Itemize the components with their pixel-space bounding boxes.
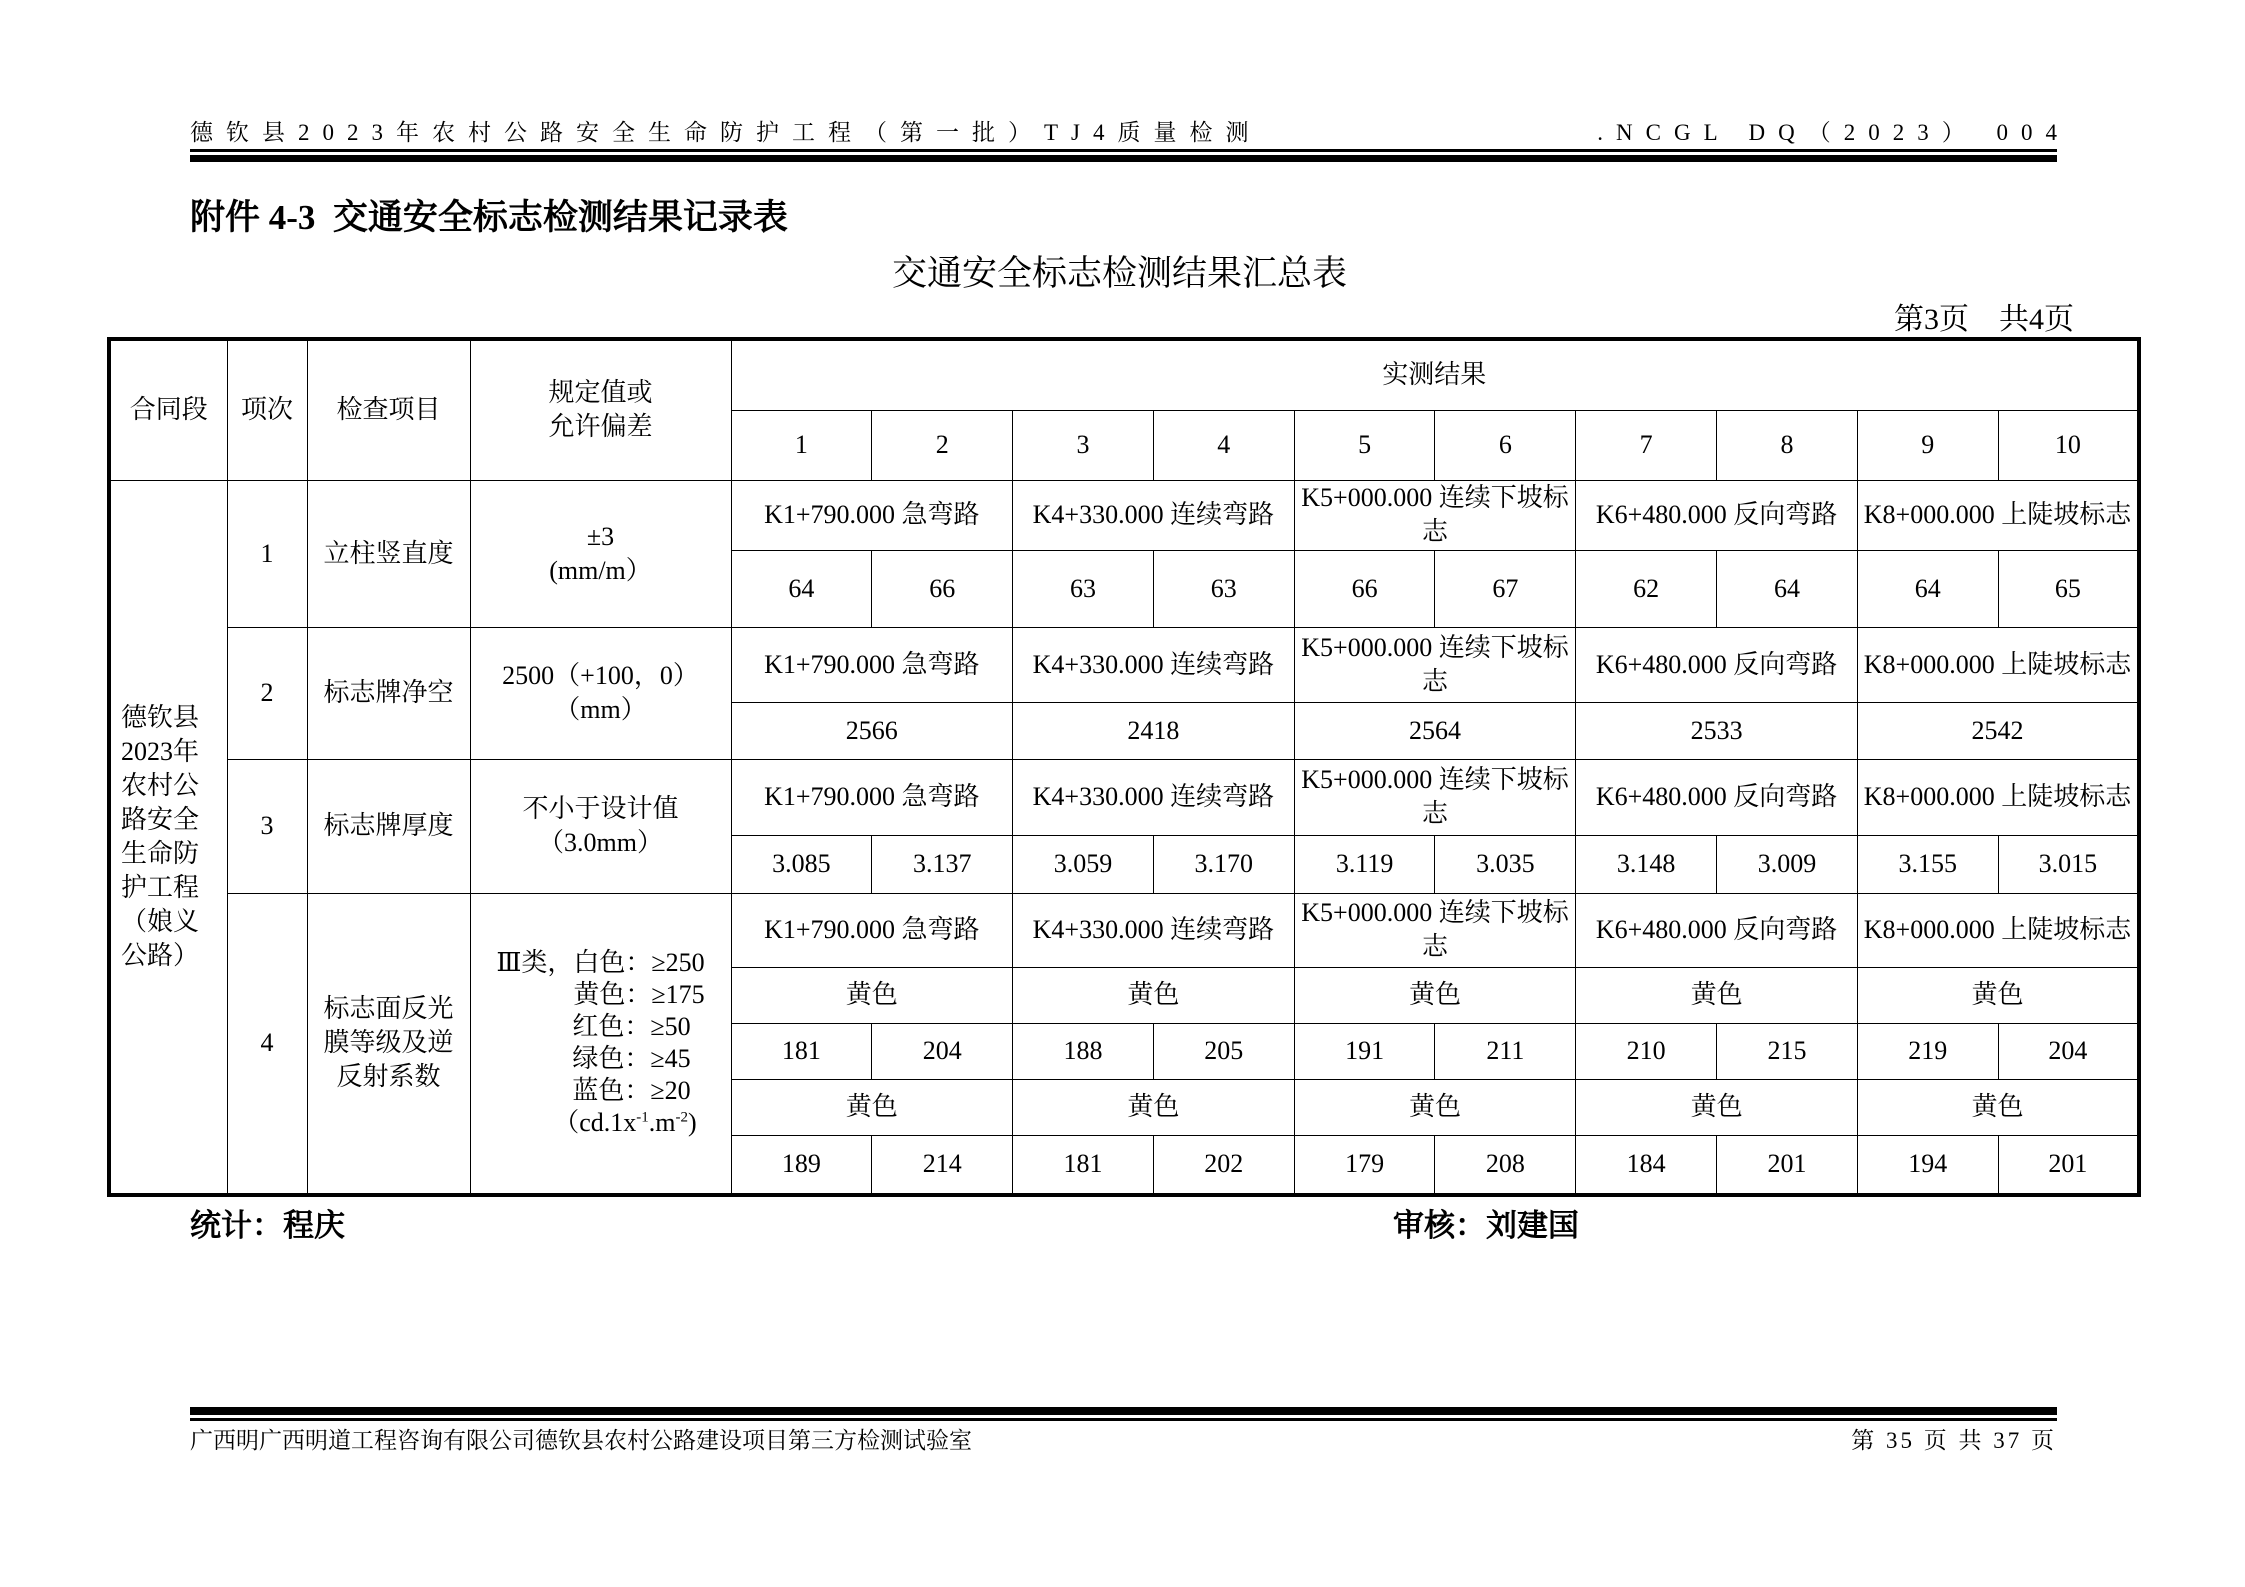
value-cell: 2566 xyxy=(731,702,1013,759)
results-table xyxy=(107,337,2141,1197)
color-label-cell: 黄色 xyxy=(1294,1079,1576,1135)
spec-value xyxy=(470,893,731,1195)
value-cell: 63 xyxy=(1013,550,1154,627)
color-label-cell: 黄色 xyxy=(1294,967,1576,1023)
item-no: 4 xyxy=(227,893,307,1195)
value-cell: 3.059 xyxy=(1013,835,1154,893)
color-label-cell: 黄色 xyxy=(1013,1079,1295,1135)
result-col-header: 8 xyxy=(1717,410,1858,480)
attachment-text: 交通安全标志检测结果记录表 xyxy=(332,198,788,237)
header-rule-thick xyxy=(190,155,2057,162)
result-col-header: 1 xyxy=(731,410,872,480)
value-cell: 208 xyxy=(1435,1135,1576,1195)
contract-section: 德钦县2023年农村公路安全生命防护工程（娘义公路） xyxy=(109,480,227,1195)
location-cell: K4+330.000 连续弯路 xyxy=(1013,759,1295,835)
location-cell: K5+000.000 连续下坡标志 xyxy=(1294,893,1576,967)
result-col-header: 4 xyxy=(1153,410,1294,480)
table-row xyxy=(109,759,2139,835)
statistics-signer: 统计：程庆 xyxy=(190,1208,345,1244)
value-cell: 189 xyxy=(731,1135,872,1195)
value-cell: 184 xyxy=(1576,1135,1717,1195)
spec-unit: （3.0mm） xyxy=(538,828,663,857)
result-col-header: 9 xyxy=(1857,410,1998,480)
spec-unit: （mm） xyxy=(554,695,647,724)
value-cell: 3.035 xyxy=(1435,835,1576,893)
table-row xyxy=(109,627,2139,702)
location-cell: K8+000.000 上陡坡标志 xyxy=(1857,893,2139,967)
check-item: 标志牌厚度 xyxy=(307,759,470,893)
value-cell: 62 xyxy=(1576,550,1717,627)
result-col-header: 7 xyxy=(1576,410,1717,480)
location-cell: K6+480.000 反向弯路 xyxy=(1576,759,1858,835)
check-item: 立柱竖直度 xyxy=(307,480,470,627)
spec-unit: (mm/m） xyxy=(549,555,652,585)
spec-line: 不小于设计值 xyxy=(522,794,679,823)
value-cell: 3.155 xyxy=(1857,835,1998,893)
check-item: 标志面反光膜等级及逆反射系数 xyxy=(307,893,470,1195)
header-report-code: .NCGL DQ（2023） 004 xyxy=(1597,120,2070,145)
location-cell: K8+000.000 上陡坡标志 xyxy=(1857,480,2139,550)
item-no: 3 xyxy=(227,759,307,893)
value-cell: 214 xyxy=(872,1135,1013,1195)
spec-line: ±3 xyxy=(586,521,615,551)
header-item-no: 项次 xyxy=(227,339,307,480)
location-cell: K1+790.000 急弯路 xyxy=(731,480,1013,550)
value-cell: 191 xyxy=(1294,1023,1435,1079)
value-cell: 201 xyxy=(1998,1135,2139,1195)
value-cell: 3.137 xyxy=(872,835,1013,893)
value-cell: 64 xyxy=(1857,550,1998,627)
value-cell: 63 xyxy=(1153,550,1294,627)
value-cell: 65 xyxy=(1998,550,2139,627)
result-col-header: 6 xyxy=(1435,410,1576,480)
result-col-header: 10 xyxy=(1998,410,2139,480)
spec-value xyxy=(470,480,731,627)
color-label-cell: 黄色 xyxy=(1576,1079,1858,1135)
value-cell: 2542 xyxy=(1857,702,2139,759)
value-cell: 3.148 xyxy=(1576,835,1717,893)
location-cell: K4+330.000 连续弯路 xyxy=(1013,480,1295,550)
spec-line: 绿色：≥45 xyxy=(572,1043,691,1073)
location-cell: K6+480.000 反向弯路 xyxy=(1576,627,1858,702)
value-cell: 179 xyxy=(1294,1135,1435,1195)
footer-rule-thick xyxy=(190,1407,2057,1415)
location-cell: K6+480.000 反向弯路 xyxy=(1576,480,1858,550)
spec-unit: $(cd.1x^{-1}.m^{-2})$ xyxy=(553,1107,697,1137)
value-cell: 210 xyxy=(1576,1023,1717,1079)
value-cell: 3.119 xyxy=(1294,835,1435,893)
location-cell: K1+790.000 急弯路 xyxy=(731,627,1013,702)
header-spec xyxy=(470,339,731,480)
spec-value xyxy=(470,759,731,893)
table-title xyxy=(0,246,2245,296)
value-cell: 64 xyxy=(1717,550,1858,627)
location-cell: K5+000.000 连续下坡标志 xyxy=(1294,759,1576,835)
footer-company: 广西明广西明道工程咨询有限公司德钦县农村公路建设项目第三方检测试验室 xyxy=(190,1428,972,1453)
spec-line: Ⅲ类，白色：≥250 xyxy=(496,947,705,977)
item-no: 2 xyxy=(227,627,307,759)
signature-line xyxy=(190,1200,2060,1244)
value-cell: 181 xyxy=(1013,1135,1154,1195)
spec-line: 黄色：≥175 xyxy=(573,979,705,1009)
value-cell: 3.085 xyxy=(731,835,872,893)
header-rule-thin xyxy=(190,149,2057,152)
header-row xyxy=(109,339,2139,410)
header-spec-line1: 规定值或 xyxy=(548,378,653,408)
value-cell: 181 xyxy=(731,1023,872,1079)
attachment-title xyxy=(190,190,788,240)
running-header xyxy=(190,114,2070,146)
header-spec-line2: 允许偏差 xyxy=(548,412,653,442)
header-project-name: 德钦县2023年农村公路安全生命防护工程（第一批）TJ4质量检测 xyxy=(190,120,1262,145)
table-row xyxy=(109,893,2139,967)
running-footer xyxy=(190,1422,2057,1454)
value-cell: 215 xyxy=(1717,1023,1858,1079)
attachment-number: 4-3 xyxy=(268,198,316,237)
value-cell: 194 xyxy=(1857,1135,1998,1195)
value-cell: 205 xyxy=(1153,1023,1294,1079)
color-label-cell: 黄色 xyxy=(731,967,1013,1023)
value-cell: 3.015 xyxy=(1998,835,2139,893)
footer-page-number: 第 35 页 共 37 页 xyxy=(1851,1428,2057,1453)
spec-value xyxy=(470,627,731,759)
review-signer: 审核：刘建国 xyxy=(1393,1208,1579,1244)
result-col-header: 2 xyxy=(872,410,1013,480)
spec-reflectivity xyxy=(496,947,704,1139)
value-cell: 2533 xyxy=(1576,702,1858,759)
color-label-cell: 黄色 xyxy=(1857,1079,2139,1135)
location-cell: K4+330.000 连续弯路 xyxy=(1013,893,1295,967)
location-cell: K5+000.000 连续下坡标志 xyxy=(1294,480,1576,550)
color-label-cell: 黄色 xyxy=(1576,967,1858,1023)
result-col-header: 3 xyxy=(1013,410,1154,480)
item-no: 1 xyxy=(227,480,307,627)
value-cell: 2564 xyxy=(1294,702,1576,759)
location-cell: K1+790.000 急弯路 xyxy=(731,759,1013,835)
check-item: 标志牌净空 xyxy=(307,627,470,759)
location-cell: K4+330.000 连续弯路 xyxy=(1013,627,1295,702)
color-label-cell: 黄色 xyxy=(731,1079,1013,1135)
value-cell: 64 xyxy=(731,550,872,627)
value-cell: 201 xyxy=(1717,1135,1858,1195)
value-cell: 3.170 xyxy=(1153,835,1294,893)
value-cell: 204 xyxy=(1998,1023,2139,1079)
value-cell: 188 xyxy=(1013,1023,1154,1079)
header-contract: 合同段 xyxy=(109,339,227,480)
table-title-text: 交通安全标志检测结果汇总表 xyxy=(891,254,1347,293)
location-cell: K8+000.000 上陡坡标志 xyxy=(1857,759,2139,835)
location-cell: K1+790.000 急弯路 xyxy=(731,893,1013,967)
header-results: 实测结果 xyxy=(731,339,2139,410)
table-page-indicator: 第3页 共4页 xyxy=(1894,303,2074,336)
spec-line: 2500（+100，0） xyxy=(502,661,699,690)
attachment-prefix: 附件 xyxy=(190,198,261,237)
spec-line: 红色：≥50 xyxy=(572,1011,691,1041)
value-cell: 2418 xyxy=(1013,702,1295,759)
value-cell: 67 xyxy=(1435,550,1576,627)
value-cell: 219 xyxy=(1857,1023,1998,1079)
result-col-header: 5 xyxy=(1294,410,1435,480)
color-label-cell: 黄色 xyxy=(1013,967,1295,1023)
table-row xyxy=(109,480,2139,550)
spec-line: 蓝色：≥20 xyxy=(572,1075,691,1105)
location-cell: K6+480.000 反向弯路 xyxy=(1576,893,1858,967)
location-cell: K5+000.000 连续下坡标志 xyxy=(1294,627,1576,702)
value-cell: 66 xyxy=(1294,550,1435,627)
location-cell: K8+000.000 上陡坡标志 xyxy=(1857,627,2139,702)
color-label-cell: 黄色 xyxy=(1857,967,2139,1023)
value-cell: 204 xyxy=(872,1023,1013,1079)
footer-rule-thin xyxy=(190,1418,2057,1421)
header-check-item: 检查项目 xyxy=(307,339,470,480)
value-cell: 3.009 xyxy=(1717,835,1858,893)
value-cell: 66 xyxy=(872,550,1013,627)
value-cell: 202 xyxy=(1153,1135,1294,1195)
value-cell: 211 xyxy=(1435,1023,1576,1079)
